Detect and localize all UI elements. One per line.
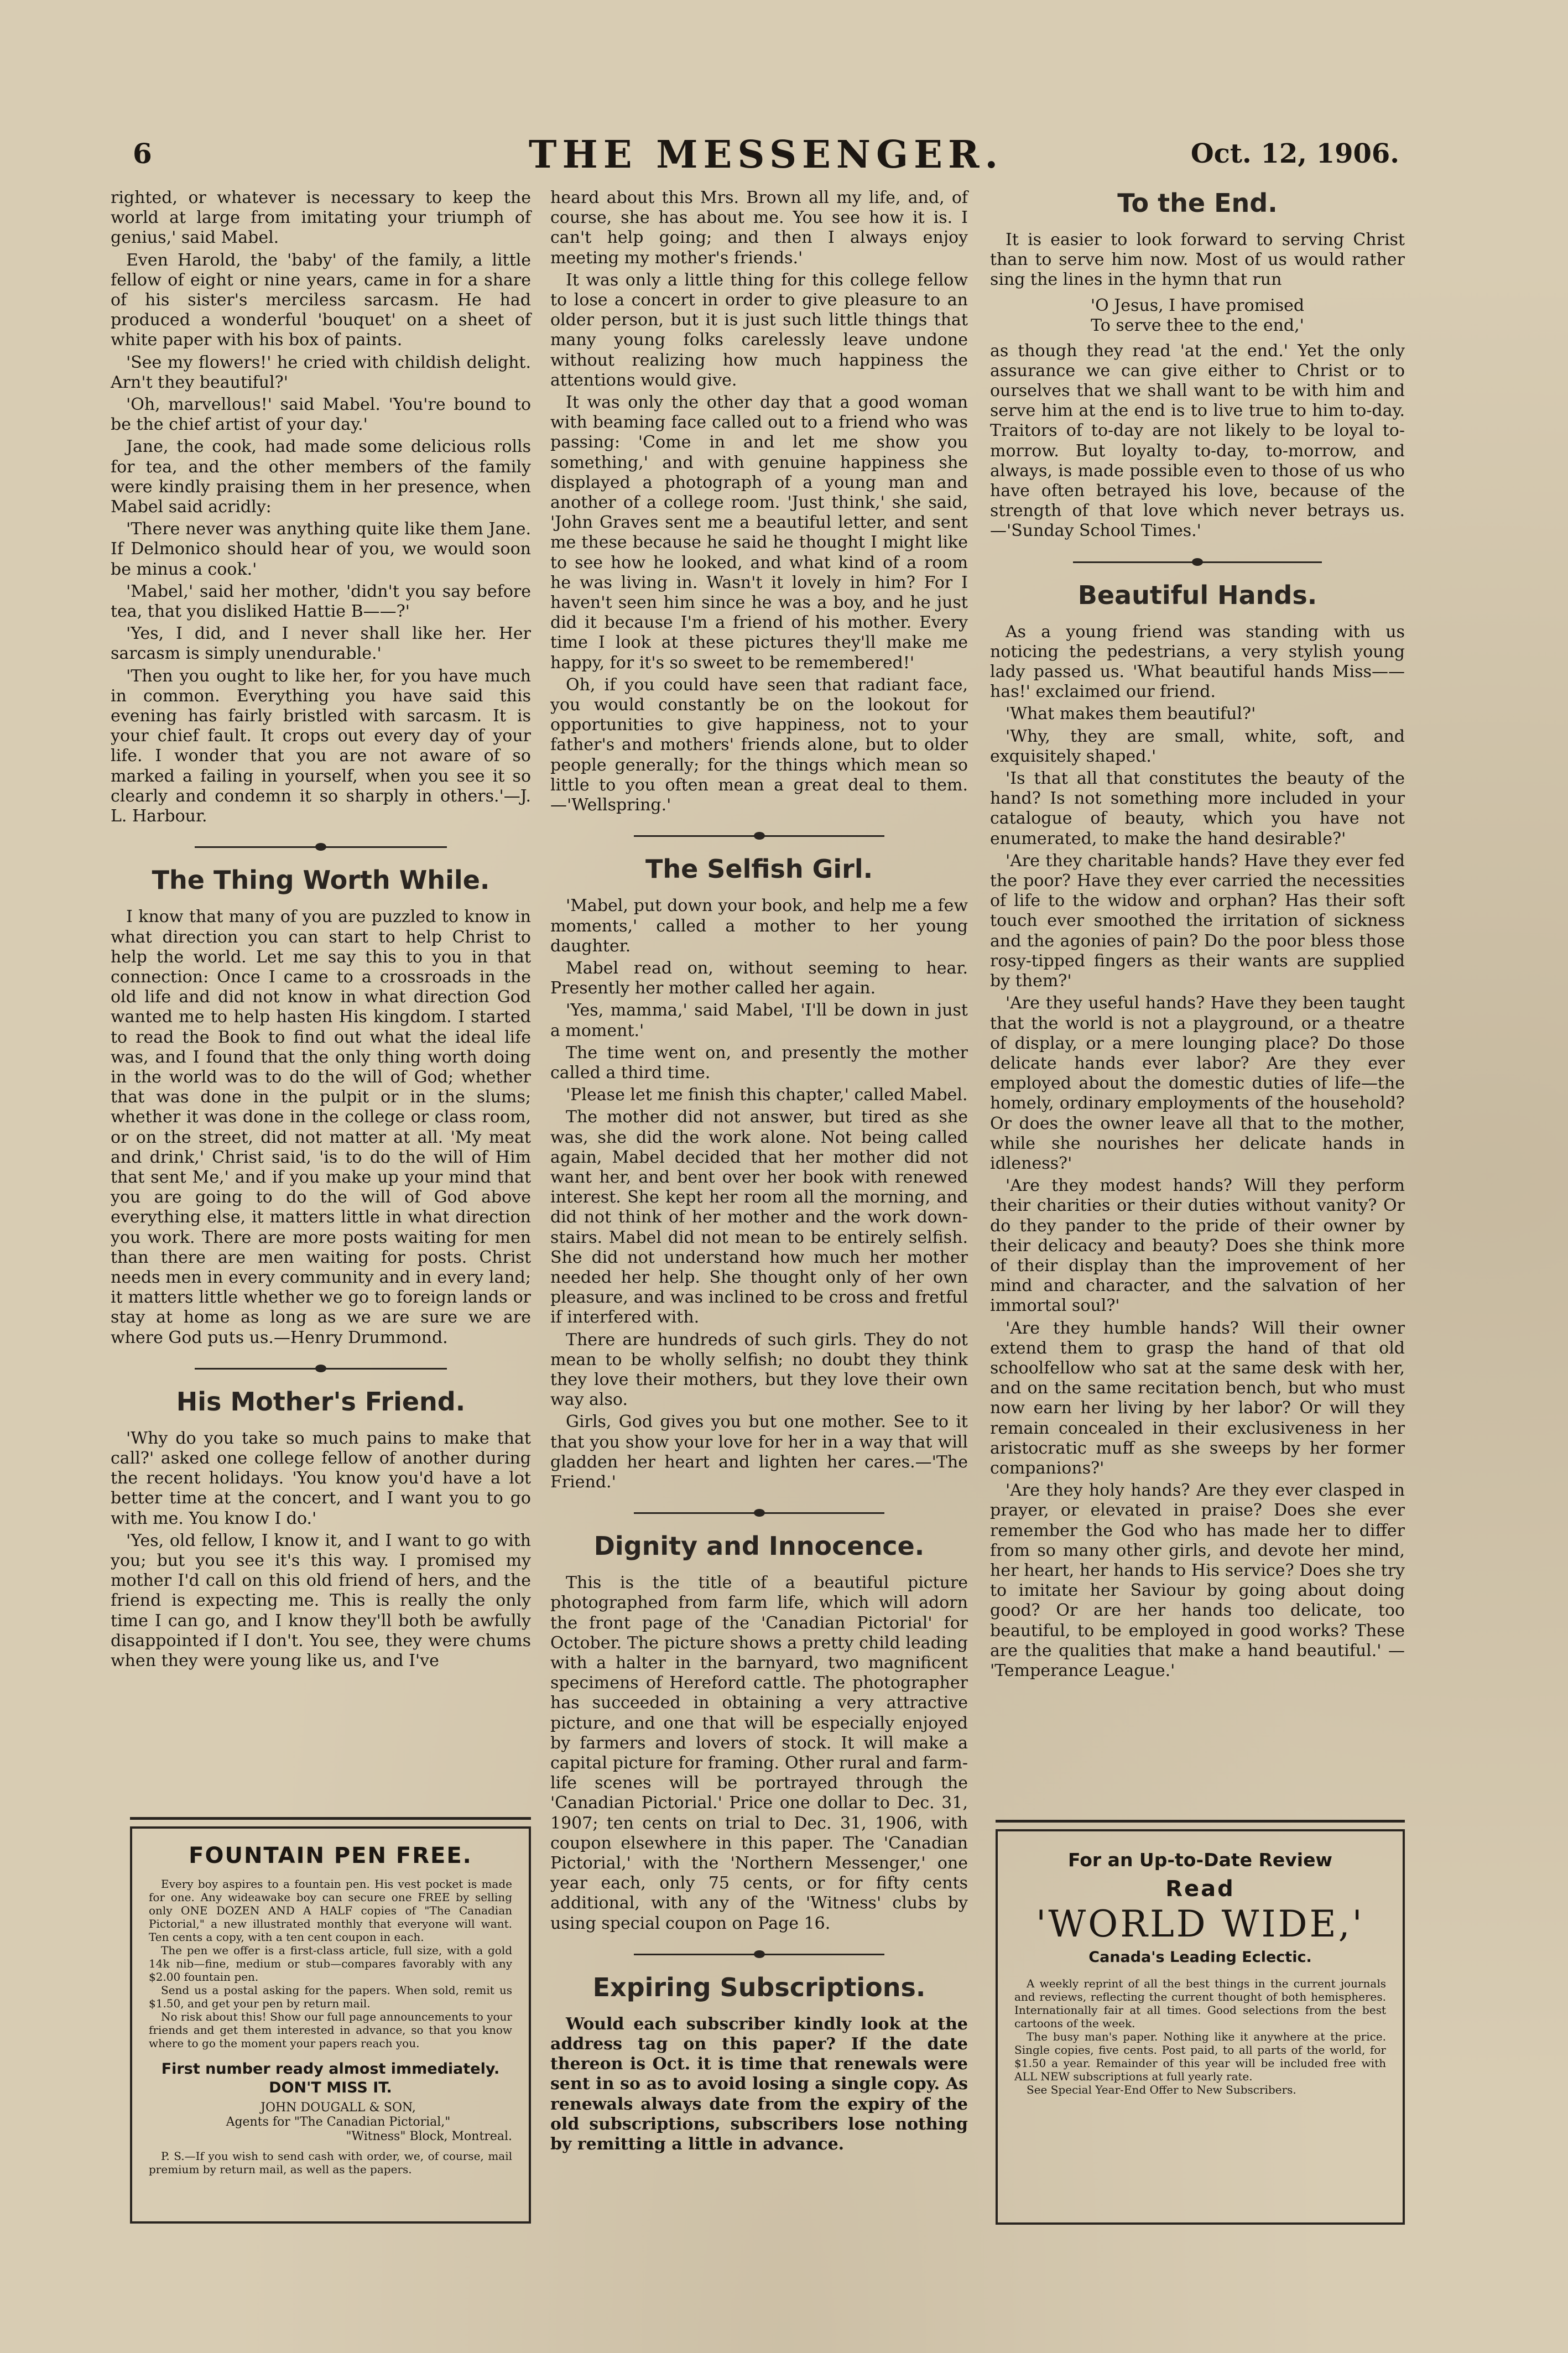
fountain-pen-ad: [130, 1826, 531, 2224]
continued-story: [111, 188, 531, 826]
paragraph: 'There never was anything quite like them Jane. If Delmonico should hear of you, we would soon be minus a cook.': [111, 519, 531, 579]
ad-callout: First number ready almost immediately. DON'T MISS IT.: [161, 2060, 500, 2096]
paragraph: The time went on, and presently the mother called a third time.: [550, 1043, 968, 1082]
section-divider: [195, 841, 447, 853]
paragraph: There are hundreds of such girls. They do not mean to be wholly selfish; no doubt they think they love their mothers, but they love their own way also.: [550, 1330, 968, 1410]
paragraph: 'Are they holy hands? Are they ever clasped in prayer, or elevated in praise? Does she ever remember the God who has made her to differ from so many other girls, and devote her mind, her heart, her hands to His service? Does she try to imitate her Saviour by going about doing good? Or are her hands too delicate, too beautiful, to be employed in good works? These are the qualities that make a hand beautiful.' — 'Temperance League.': [990, 1481, 1405, 1680]
paragraph: 'Yes, old fellow, I know it, and I want to go with you; but you see it's this way. I promised my mother I'd call on this old friend of hers, and the friend is expecting me. This is really the only time I can go, and I know they'll both be awfully disappointed if I don't. You see, they were chums when they were young like us, and I've: [111, 1531, 531, 1670]
paragraph: 'See my flowers!' he cried with childish delight. Arn't they beautiful?': [111, 352, 531, 392]
ad-address: "Witness" Block, Montreal.: [346, 2130, 512, 2143]
ad-postscript: P. S.—If you wish to send cash with order, we, of course, mail premium by return mail, as well as the papers.: [149, 2149, 512, 2176]
ad-text: The busy man's paper. Nothing like it anywhere at the price. Single copies, five cents. Post paid, to all parts of the world, for $1.50 a year. Remainder of this year will be included free with ALL NEW subscriptions at full yearly rate.: [1014, 2030, 1386, 2083]
paragraph: Even Harold, the 'baby' of the family, a little fellow of eight or nine years, came in for a share of his sister's merciless sarcasm. He had produced a wonderful 'bouquet' on a sheet of white paper with his box of paints.: [111, 250, 531, 350]
paragraph: Would each subscriber kindly look at the address tag on this paper? If the date thereon is Oct. it is time that renewals were sent in so as to avoid losing a single copy. As renewals always date from the expiry of the old subscriptions, subscribers lose nothing by remitting a little in advance.: [550, 2014, 968, 2154]
ad-tagline: Canada's Leading Eclectic.: [1088, 1949, 1312, 1966]
column-1: [111, 188, 531, 1673]
ad-title: 'WORLD WIDE,': [1036, 1903, 1364, 1945]
paragraph: heard about this Mrs. Brown all my life, and, of course, she has about me. You see how it is. I can't help going; and then I always enjoy meeting my mother's friends.': [550, 188, 968, 268]
world-wide-ad: [996, 1829, 1405, 2225]
section-divider: [634, 1948, 884, 1960]
verse-line: To serve thee to the end,': [1091, 315, 1304, 335]
section-divider: [634, 1507, 884, 1519]
paragraph: It was only the other day that a good woman with beaming face called out to a friend who was passing: 'Come in and let me show you something,' and with genuine happiness she displayed a photograph of a young man and another of a college room. 'Just think,' she said, 'John Graves sent me a beautiful letter, and sent me these because he said he thought I might like to see how he looked, and what kind of a room he was living in. Wasn't it lovely in him? For I haven't seen him since he was a boy, and he just did it because I'm a friend of his mother. Every time I look at these pictures they'll make me happy, for it's so sweet to be remembered!': [550, 393, 968, 673]
column-2: [550, 188, 968, 2157]
hymn-verse: [990, 296, 1405, 336]
article-title: The Thing Worth While.: [152, 865, 490, 896]
article-title: Expiring Subscriptions.: [592, 1972, 926, 2002]
article-title: Beautiful Hands.: [1077, 580, 1317, 610]
paragraph: as though they read 'at the end.' Yet the only assurance we can give either to Christ or to ourselves that we shall want to be with him and serve him at the end is to live true to him to-day. Traitors of to-day are not likely to be loyal to-morrow. But loyalty to-day, to-morrow, and always, is made possible even to those of us who have often betrayed his love, because of the strength of that love which never betrays us.—'Sunday School Times.': [990, 341, 1405, 541]
paragraph: 'Then you ought to like her, for you have much in common. Everything you have said this evening has fairly bristled with sarcasm. It is your chief fault. It crops out every day of your life. I wonder that you are not aware of so marked a failing in yourself, when you see it so clearly and condemn it so sharply in others.'—J. L. Harbour.: [111, 666, 531, 826]
paragraph: Jane, the cook, had made some delicious rolls for tea, and the other members of the family were kindly praising them in her presence, when Mabel said acridly:: [111, 437, 531, 517]
column-3: [990, 188, 1405, 1683]
paragraph: 'What makes them beautiful?': [1006, 704, 1256, 724]
paragraph: Oh, if you could have seen that radiant face, you would constantly be on the lookout for opportunities to give happiness, not to your father's and mothers' friends alone, but to older people generally; for the things which mean so little to you often mean a great deal to them.—'Wellspring.': [550, 675, 968, 815]
page-header: [133, 133, 1399, 181]
masthead: THE MESSENGER.: [528, 133, 1004, 177]
article-title: To the End.: [1117, 188, 1278, 218]
paragraph: 'Why, they are small, white, soft, and exquisitely shaped.': [990, 726, 1405, 766]
ad-text: No risk about this! Show our full page announcements to your friends and get them interested in advance, so that you know where to go the moment your papers reach you.: [149, 2010, 512, 2050]
paragraph: 'Are they humble hands? Will their owner extend them to grasp the hand of that old schoolfellow who sat at the same desk with her, and on the same recitation bench, but who must now earn her living by her labor? Or will they remain concealed in their exclusiveness in her aristocratic muff as she sweeps by her former companions?': [990, 1318, 1405, 1478]
paragraph: 'Are they useful hands? Have they been taught that the world is not a playground, or a theatre of display, or a mere lounging place? Do those delicate hands ever labor? Are they ever employed about the domestic duties of life—the homely, ordinary employments of the household? Or does the owner leave all that to the mother, while she nourishes her delicate hands in idleness?': [990, 993, 1405, 1173]
section-divider: [195, 1362, 447, 1375]
paragraph: 'Mabel, put down your book, and help me a few moments,' called a mother to her young daughter.: [550, 896, 968, 956]
paragraph: Girls, God gives you but one mother. See to it that you show your love for her in a way that will gladden her heart and lighten her cares.—'The Friend.': [550, 1412, 968, 1492]
paragraph: As a young friend was standing with us noticing the pedestrians, a very stylish young lady passed us. 'What beautiful hands Miss—— has!' exclaimed our friend.: [990, 622, 1405, 702]
ad-title: FOUNTAIN PEN FREE.: [189, 1843, 472, 1868]
paragraph: 'Yes, mamma,' said Mabel, 'I'll be down in just a moment.': [550, 1001, 968, 1040]
paragraph: 'Mabel,' said her mother, 'didn't you say before tea, that you disliked Hattie B——?': [111, 581, 531, 622]
ad-agents: Agents for "The Canadian Pictorial,": [226, 2115, 451, 2129]
ad-text: The pen we offer is a first-class article, full size, with a gold 14k nib—fine, medium or stub—compares favorably with any $2.00 fountain pen.: [149, 1944, 512, 1984]
paragraph: 'Please let me finish this chapter,' called Mabel.: [566, 1085, 968, 1105]
ad-text: Send us a postal asking for the papers. When sold, remit us $1.50, and get your pen by return mail.: [149, 1984, 512, 2010]
ad-rule: [130, 1817, 531, 1820]
paragraph: 'Is that all that constitutes the beauty of the hand? Is not something more included in your catalogue of beauty, which you have not enumerated, to make the hand desirable?': [990, 769, 1405, 848]
ad-text: Every boy aspires to a fountain pen. His vest pocket is made for one. Any wideawake boy can secure one FREE by selling only ONE DOZEN AND A HALF copies of "The Canadian Pictorial," a new illustrated monthly that everyone will want. Ten cents a copy, with a ten cent coupon in each.: [149, 1877, 512, 1944]
ad-text: A weekly reprint of all the best things in the current journals and reviews, reflecting the current thought of both hemispheres. Internationally fair at all times. Good selections from the best cartoons of the week.: [1014, 1977, 1386, 2030]
article-title: The Selfish Girl.: [645, 854, 873, 884]
issue-date: Oct. 12, 1906.: [1190, 138, 1399, 169]
ad-rule: [996, 1820, 1405, 1823]
paragraph: It is easier to look forward to serving Christ than to serve him now. Most of us would rather sing the lines in the hymn that run: [990, 230, 1405, 290]
article-title: Dignity and Innocence.: [593, 1531, 925, 1561]
section-divider: [1073, 556, 1322, 568]
section-divider: [634, 830, 884, 842]
ad-publisher: JOHN DOUGALL & SON,: [261, 2101, 416, 2115]
ad-heading: For an Up-to-Date Review: [1068, 1849, 1332, 1871]
ad-heading: Read: [1165, 1876, 1235, 1902]
paragraph: This is the title of a beautiful picture photographed from farm life, which will adorn the front page of the 'Canadian Pictorial' for October. The picture shows a pretty child leading with a halter in the barnyard, two magnificent specimens of Hereford cattle. The photographer has succeeded in obtaining a very attractive picture, and one that will be especially enjoyed by farmers and lovers of stock. It will make a capital picture for framing. Other rural and farm-life scenes will be portrayed through the 'Canadian Pictorial.' Price one dollar to Dec. 31, 1907; ten cents on trial to Dec. 31, 1906, with coupon elsewhere in this paper. The 'Canadian Pictorial,' with the 'Northern Messenger,' one year each, only 75 cents, or for fifty cents additional, with any of the 'Witness' clubs by using special coupon on Page 16.: [550, 1573, 968, 1933]
paragraph: 'Are they modest hands? Will they perform their charities or their duties without vanity? Or do they pander to the pride of their owner by their delicacy and beauty? Does she think more of their display than the improvement of her mind and character, and the salvation of her immortal soul?': [990, 1176, 1405, 1316]
paragraph: The mother did not answer, but tired as she was, she did the work alone. Not being called again, Mabel decided that her mother did not want her, and bent over her book with renewed interest. She kept her room all the morning, and did not think of her mother and the work down-stairs. Mabel did not mean to be entirely selfish. She did not understand how much her mother needed her help. She thought only of her own pleasure, and was inclined to be cross and fretful if interfered with.: [550, 1107, 968, 1328]
expiring-notice: [550, 2014, 968, 2154]
paragraph: Mabel read on, without seeming to hear. Presently her mother called her again.: [550, 958, 968, 998]
paragraph: 'Are they charitable hands? Have they ever fed the poor? Have they ever carried the necessities of life to the widow and orphan? Has their soft touch ever smoothed the irritation of sickness and the agonies of pain? Do the poor bless those rosy-tipped fingers as their wants are supplied by them?': [990, 851, 1405, 991]
ad-text: See Special Year-End Offer to New Subscribers.: [1027, 2083, 1296, 2096]
paragraph: I know that many of you are puzzled to know in what direction you can start to help Christ to help the world. Let me say this to you in that connection: Once I came to a crossroads in the old life and did not know in what direction God wanted me to help hasten His kingdom. I started to read the Book to find out what the ideal life was, and I found that the only thing worth doing in the world was to do the will of God; whether that was done in the pulpit or in the slums; whether it was done in the college or class room, or on the street, did not matter at all. 'My meat and drink,' Christ said, 'is to do the will of Him that sent Me,' and if you make up your mind that you are going to do the will of God above everything else, it matters little in what direction you work. There are more posts waiting for men than there are men waiting for posts. Christ needs men in every community and in every land; it matters little whether we go to foreign lands or stay at home as long as we are sure we are where God puts us.—Henry Drummond.: [111, 907, 531, 1347]
paragraph: 'Why do you take so much pains to make that call?' asked one college fellow of another during the recent holidays. 'You know you'd have a lot better time at the concert, and I want you to go with me. You know I do.': [111, 1428, 531, 1528]
page-number: 6: [133, 137, 152, 170]
paragraph: righted, or whatever is necessary to keep the world at large from imitating your triumph of genius,' said Mabel.: [111, 188, 531, 248]
verse-line: 'O Jesus, I have promised: [1090, 295, 1305, 315]
paragraph: 'Yes, I did, and I never shall like her. Her sarcasm is simply unendurable.': [111, 624, 531, 664]
article-title: His Mother's Friend.: [176, 1386, 466, 1417]
paragraph: It was only a little thing for this college fellow to lose a concert in order to give pleasure to an older person, but it is just such little things that many young folks carelessly leave undone without realizing how much happiness the attentions would give.: [550, 270, 968, 390]
paragraph: 'Oh, marvellous!' said Mabel. 'You're bound to be the chief artist of your day.': [111, 395, 531, 435]
